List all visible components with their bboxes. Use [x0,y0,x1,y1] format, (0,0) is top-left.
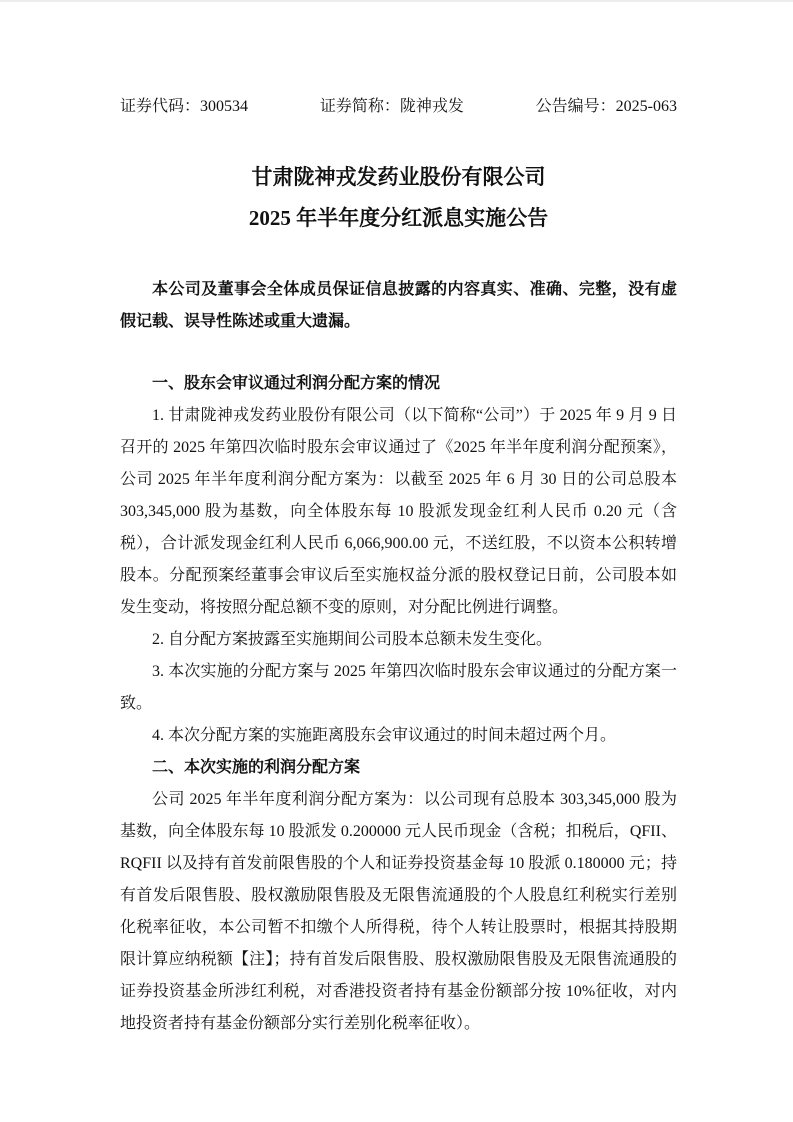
stock-name-label: 证券简称： [319,98,400,115]
stock-name [320,97,464,117]
announcement-subtitle: 2025 年半年度分红派息实施公告 [248,206,549,230]
section1-paragraph-3: 3. 本次实施的分配方案与 2025 年第四次临时股东会审议通过的分配方案一致。 [120,663,677,712]
section1-heading: 一、股东会审议通过利润分配方案的情况 [152,375,441,392]
section1-paragraph-1: 1. 甘肃陇神戎发药业股份有限公司（以下简称“公司”）于 2025 年 9 月 9 日召开的 2025 年第四次临时股东会审议通过了《2025 年半年度利润分配预案》，公司 2025 年半年度利润分配方案为：以截至 2025 年 6 月 30 日的公司总股本 303,345,000 股为基数，向全体股东每 10 股派发现金红利人民币 0.20 元（含税），合计派发现金红利人民币 6,066,900.00 元，不送红股，不以资本公积转增股本。分配预案经董事会审议后至实施权益分派的股权登记日前，公司股本如发生变动，将按照分配总额不变的原则，对分配比例进行调整。 [120,407,677,616]
disclaimer-statement: 本公司及董事会全体成员保证信息披露的内容真实、准确、完整，没有虚假记载、误导性陈述或重大遗漏。 [120,281,677,330]
stock-code [120,97,248,117]
stock-name-value: 陇神戎发 [399,98,464,115]
stock-code-label: 证券代码： [120,98,201,115]
document-header [120,97,677,117]
section1-paragraph-2: 2. 自分配方案披露至实施期间公司股本总额未发生变化。 [152,631,553,648]
announcement-number [536,97,677,117]
section1-paragraph-4: 4. 本次分配方案的实施距离股东会审议通过的时间未超过两个月。 [152,727,617,744]
announcement-number-value: 2025-063 [615,98,677,115]
announcement-number-label: 公告编号： [535,98,616,115]
stock-code-value: 300534 [200,98,249,115]
announcement-page [0,97,793,1040]
company-title: 甘肃陇神戎发药业股份有限公司 [251,165,546,189]
section2-heading: 二、本次实施的利润分配方案 [152,759,361,776]
section2-paragraph-1: 公司 2025 年半年度利润分配方案为：以公司现有总股本 303,345,000 股为基数，向全体股东每 10 股派发 0.200000 元人民币现金（含税；扣税后，QFII、RQFII 以及持有首发前限售股的个人和证券投资基金每 10 股派 0.180000 元；持有首发后限售股、股权激励限售股及无限售流通股的个人股息红利税实行差别化税率征收，本公司暂不扣缴个人所得税，待个人转让股票时，根据其持股期限计算应纳税额【注】；持有首发后限售股、股权激励限售股及无限售流通股的证券投资基金所涉红利税，对香港投资者持有基金份额部分按 10%征收，对内地投资者持有基金份额部分实行差别化税率征收）。 [120,791,677,1032]
